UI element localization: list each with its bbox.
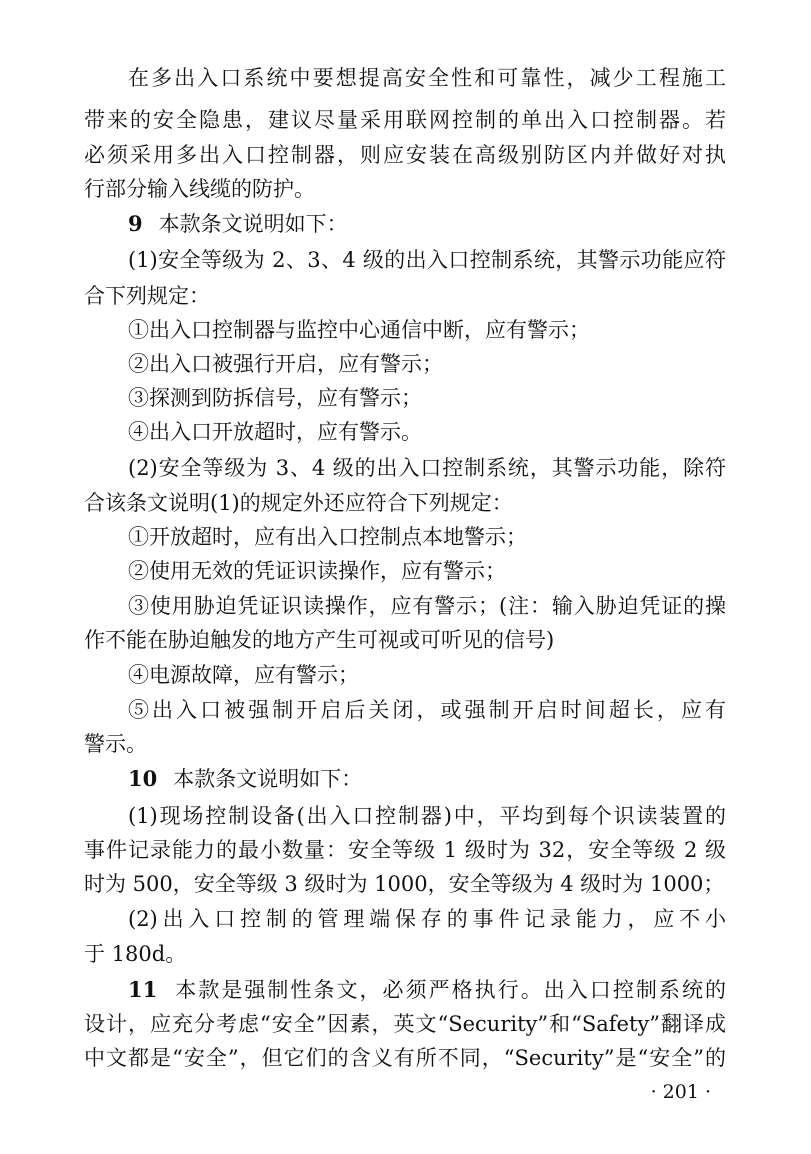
paragraph-line: 警示。 [84,732,147,756]
page-number: · 201 · [650,1081,711,1103]
paragraph-line: 中文都是“安全”，但它们的含义有所不同，“Security”是“安全”的 [84,1046,726,1070]
paragraph-line: 必须采用多出入口控制器，则应安装在高级别防区内并做好对执 [84,143,726,167]
paragraph-line: 在多出入口系统中要想提高安全性和可靠性，减少工程施工 [128,66,726,90]
paragraph-line: 时为 500，安全等级 3 级时为 1000，安全等级为 4 级时为 1000； [84,872,725,896]
paragraph-line: 作不能在胁迫触发的地方产生可视或可听见的信号) [84,628,555,652]
list-item: ④电源故障，应有警示； [128,663,359,687]
paragraph-line: (2)安全等级为 3、4 级的出入口控制系统，其警示功能，除符 [128,456,726,480]
list-item: ②使用无效的凭证识读操作，应有警示； [128,559,506,583]
clause-heading-9 [128,208,726,240]
paragraph-line: 事件记录能力的最小数量：安全等级 1 级时为 32，安全等级 2 级 [84,838,726,862]
clause-text: 本款条文说明如下： [173,767,363,791]
paragraph-line: 行部分输入线缆的防护。 [84,177,315,201]
list-item: ②出入口被强行开启，应有警示； [128,352,443,376]
paragraph-line: 带来的安全隐患，建议尽量采用联网控制的单出入口控制器。若 [84,108,726,132]
paragraph-line: 合下列规定： [84,284,210,308]
paragraph-line: (2)出入口控制的管理端保存的事件记录能力，应不小 [128,907,726,931]
list-item: ③使用胁迫凭证识读操作，应有警示；(注：输入胁迫凭证的操 [128,594,726,618]
clause-number: 11 [128,977,158,1002]
paragraph-line: 设计，应充分考虑“安全”因素，英文“Security”和“Safety”翻译成 [84,1012,726,1036]
list-item: ⑤出入口被强制开启后关闭，或强制开启时间超长，应有 [128,698,726,722]
list-item: ④出入口开放超时，应有警示。 [128,420,422,444]
list-item: ③探测到防拆信号，应有警示； [128,386,422,410]
paragraph-line: 合该条文说明(1)的规定外还应符合下列规定： [84,491,513,515]
paragraph-line: (1)安全等级为 2、3、4 级的出入口控制系统，其警示功能应符 [128,248,726,272]
clause-text: 本款是强制性条文，必须严格执行。出入口控制系统的 [173,978,726,1002]
list-item: ①开放超时，应有出入口控制点本地警示； [128,525,527,549]
clause-number: 10 [128,766,158,791]
clause-text: 本款条文说明如下： [158,212,348,236]
clause-heading-10 [128,763,726,795]
clause-number: 9 [128,211,143,236]
paragraph-line: (1)现场控制设备(出入口控制器)中，平均到每个识读装置的 [128,804,726,828]
paragraph-line: 于 180d。 [84,942,187,966]
list-item: ①出入口控制器与监控中心通信中断，应有警示； [128,318,590,342]
clause-heading-11 [128,974,726,1006]
